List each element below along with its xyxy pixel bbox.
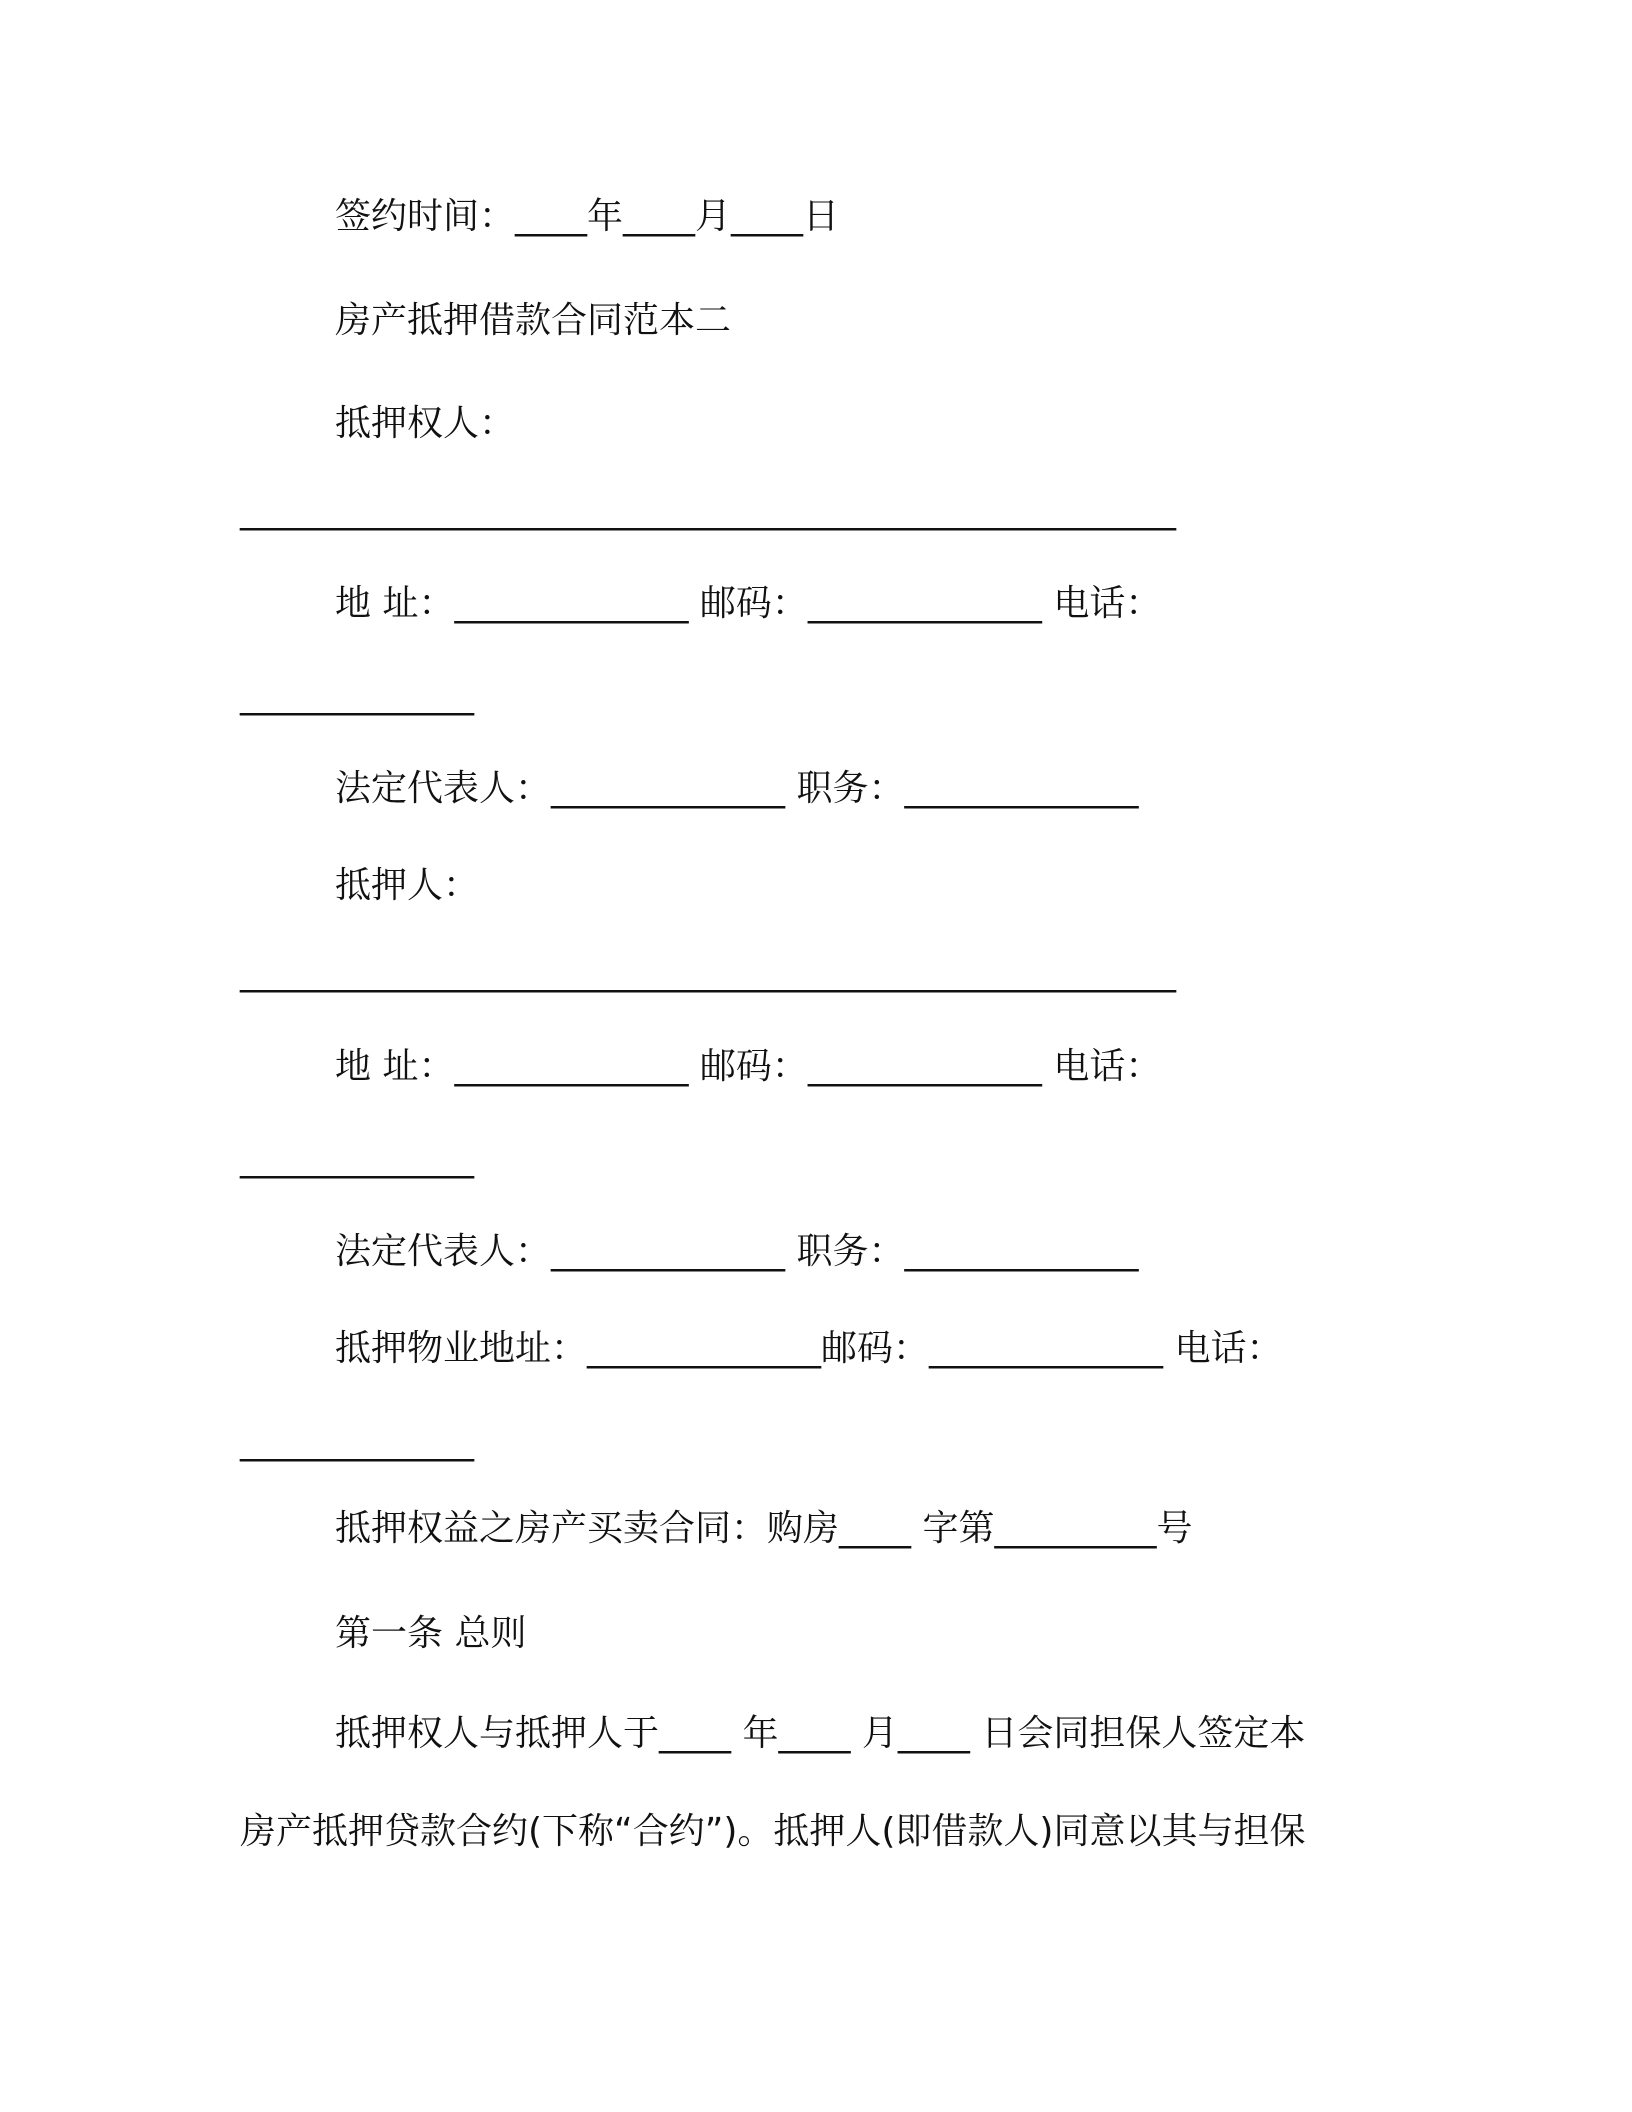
article-one-paragraph-line-1: 抵押权人与抵押人于____ 年____ 月____ 日会同担保人签定本 — [335, 1713, 1306, 1754]
mortgagor-phone-blank: _____________ — [240, 1138, 474, 1179]
mortgagor-address-line: 地 址：_____________ 邮码：_____________ 电话： — [335, 1046, 1162, 1087]
mortgagee-blank: ____________________________________________________ — [240, 490, 1176, 531]
mortgagee-address-line: 地 址：_____________ 邮码：_____________ 电话： — [335, 583, 1162, 624]
mortgagee-label: 抵押权人： — [335, 403, 516, 444]
mortgagor-blank: ____________________________________________________ — [240, 952, 1176, 993]
article-one-heading: 第一条 总则 — [335, 1613, 527, 1654]
mortgagor-label: 抵押人： — [335, 865, 480, 906]
mortgagee-phone-blank: _____________ — [240, 675, 474, 716]
contract-title: 房产抵押借款合同范本二 — [335, 300, 732, 341]
property-address-line: 抵押物业地址：_____________邮码：_____________ 电话： — [335, 1328, 1283, 1369]
article-one-paragraph-line-2: 房产抵押贷款合约(下称“合约”)。抵押人(即借款人)同意以其与担保 — [240, 1811, 1306, 1852]
mortgagor-representative-line: 法定代表人：_____________ 职务：_____________ — [335, 1231, 1139, 1272]
purchase-contract-line: 抵押权益之房产买卖合同：购房____ 字第_________号 — [335, 1508, 1193, 1549]
signing-date-line: 签约时间：____年____月____日 — [335, 196, 840, 237]
property-phone-blank: _____________ — [240, 1421, 474, 1462]
mortgagee-representative-line: 法定代表人：_____________ 职务：_____________ — [335, 768, 1139, 809]
